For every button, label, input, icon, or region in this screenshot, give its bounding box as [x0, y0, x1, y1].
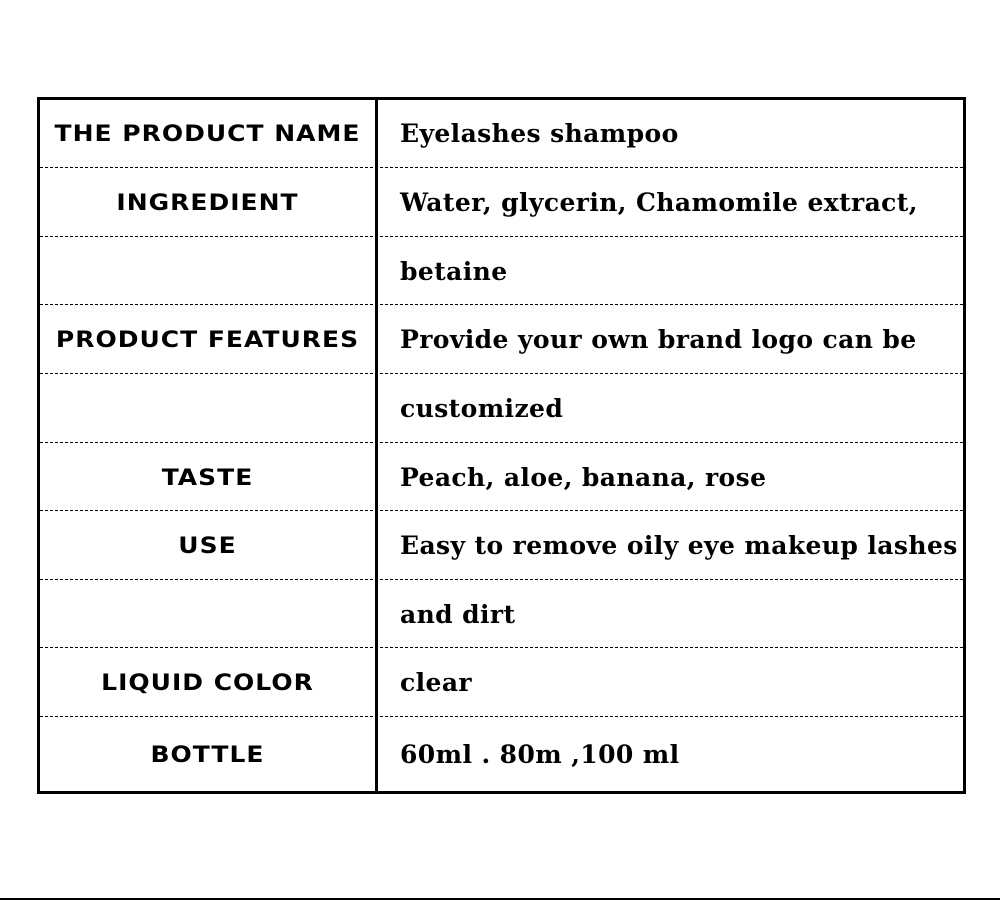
row-label: LIQUID COLOR	[101, 669, 314, 696]
row-value: customized	[400, 394, 564, 423]
row-value: Peach, aloe, banana, rose	[400, 462, 767, 492]
table-row	[40, 373, 963, 443]
table-row	[40, 442, 963, 511]
table-row	[40, 510, 963, 580]
product-spec-table	[37, 97, 966, 794]
row-label: INGREDIENT	[116, 189, 299, 216]
row-label: PRODUCT FEATURES	[55, 326, 360, 353]
table-row	[40, 236, 963, 305]
row-value: betaine	[400, 256, 508, 286]
row-value: 60ml . 80m ,100 ml	[400, 740, 680, 769]
table-row	[40, 167, 963, 237]
row-label	[40, 240, 375, 301]
row-value: Water, glycerin, Chamomile extract,	[400, 188, 918, 217]
table-row	[40, 647, 963, 717]
table-row	[40, 716, 963, 792]
row-label: TASTE	[161, 463, 254, 491]
row-label	[40, 583, 375, 644]
table-row	[40, 304, 963, 374]
row-value: clear	[400, 668, 472, 697]
row-label: THE PRODUCT NAME	[54, 120, 361, 147]
row-value: and dirt	[400, 599, 516, 629]
row-value: Provide your own brand logo can be	[400, 325, 917, 354]
row-label	[40, 377, 375, 439]
row-label: BOTTLE	[150, 741, 265, 768]
table-row	[40, 100, 963, 167]
table-row	[40, 579, 963, 648]
row-value: Eyelashes shampoo	[400, 119, 679, 148]
row-label: USE	[178, 532, 237, 559]
row-value: Easy to remove oily eye makeup lashes	[400, 531, 958, 560]
